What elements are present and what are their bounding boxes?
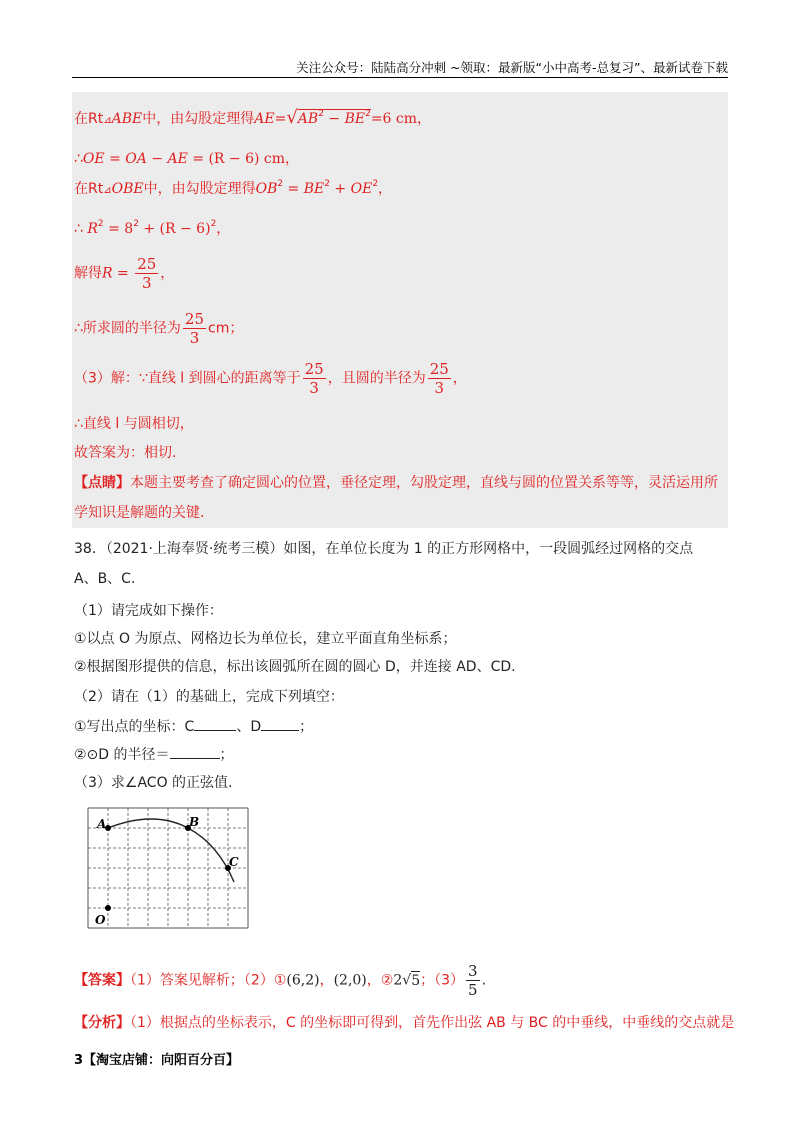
period: . [481, 972, 487, 989]
header-rule [72, 77, 728, 78]
blank-d[interactable] [261, 718, 299, 731]
solution-line-9: 故答案为：相切. [74, 445, 177, 461]
math-r-6: + (R − 6) [138, 221, 211, 237]
text: ； [299, 719, 314, 735]
sqrt-sign: √ [286, 107, 298, 128]
exp: 2 [97, 219, 104, 229]
denominator: 3 [309, 379, 319, 397]
radius-radicand: 5 [411, 972, 421, 989]
comment-tag: 【点睛】 [74, 475, 130, 491]
solution-line-7 [74, 360, 467, 397]
math-ab: AB [297, 111, 319, 127]
radius-coef: 2 [393, 972, 403, 989]
text: ②⊙D 的半径＝ [74, 747, 170, 763]
blank-c[interactable] [194, 718, 236, 731]
math-be: BE [344, 111, 366, 127]
comment-text: 本题主要考查了确定圆心的位置，垂径定理，勾股定理，直线与圆的位置关系等等，灵活运用所 [130, 475, 718, 491]
numerator: 25 [429, 360, 449, 378]
fraction-25-3 [303, 360, 326, 397]
solution-line-3 [74, 178, 392, 198]
equals: = [104, 151, 126, 167]
exp: 2 [133, 219, 139, 229]
answer-d-coord: (2,0) [333, 972, 367, 989]
math-oa-ae: OA − AE [125, 151, 188, 167]
page-footer: 3【淘宝店铺：向阳百分百】 [74, 1053, 240, 1068]
label-a: A [97, 817, 107, 831]
answer-radius: 2√5 [393, 972, 421, 989]
answer-text: ，② [366, 972, 394, 989]
answer-tag: 【答案】 [74, 972, 130, 989]
comma: ， [216, 221, 231, 237]
exp: 2 [372, 179, 379, 189]
comment-line-1 [74, 472, 718, 492]
text: 在Rt [74, 181, 104, 197]
question-part-2: （2）请在（1）的基础上，完成下列填空： [74, 689, 344, 705]
comma: ， [378, 181, 393, 197]
text: ，且圆的半径为 [327, 370, 426, 387]
solution-line-1 [74, 107, 431, 128]
triangle-name: ABE [111, 111, 143, 127]
page-header: 关注公众号：陆陆高分冲刺 ~领取：最新版“小中高考-总复习”、最新试卷下载 [296, 60, 728, 75]
question-part-1: （1）请完成如下操作： [74, 603, 223, 619]
exp: 2 [324, 179, 330, 189]
exp: 2 [277, 179, 284, 189]
analysis-line [74, 1012, 734, 1032]
grid-figure [82, 804, 252, 934]
text: 在Rt [74, 111, 104, 127]
answer-line [74, 962, 486, 999]
question-part-1a: ①以点 O 为原点、网格边长为单位长，建立平面直角坐标系； [74, 631, 457, 647]
triangle-symbol: ⊿ [103, 185, 112, 196]
math-oe: + OE [329, 181, 373, 197]
answer-text: （1）答案见解析；（2）① [130, 972, 287, 989]
numerator: 25 [304, 360, 324, 378]
unit: cm； [208, 320, 244, 337]
denominator: 5 [468, 981, 478, 999]
text: 解得 [74, 265, 102, 282]
question-part-2b [74, 744, 234, 764]
text: （3）解：∵直线 l 到圆心的距离等于 [74, 370, 301, 387]
answer-sep: ， [319, 972, 334, 989]
question-line-1: 38．（2021·上海奉贤·统考三模）如图，在单位长度为 1 的正方形网格中，一段圆弧经过网格的交点 [74, 541, 694, 557]
fraction-25-3 [135, 255, 158, 292]
analysis-text: （1）根据点的坐标表示，C 的坐标即可得到，首先作出弦 AB 与 BC 的中垂线，中垂线的交点就是 [130, 1015, 735, 1031]
solution-line-6 [74, 310, 243, 347]
math-ob: OB [255, 181, 278, 197]
equals: = [112, 265, 134, 282]
numerator: 25 [137, 255, 157, 273]
comma: ， [452, 370, 467, 387]
solution-line-8: ∴直线 l 与圆相切， [74, 416, 194, 432]
text: ； [219, 747, 234, 763]
math-be: = BE [283, 181, 325, 197]
question-part-1b: ②根据图形提供的信息，标出该圆弧所在圆的圆心 D，并连接 AD、CD. [74, 659, 516, 675]
equals: = [274, 111, 287, 127]
result: =6 cm， [370, 111, 432, 127]
text: 中，由勾股定理得 [142, 111, 255, 127]
exp: 2 [365, 109, 371, 119]
denominator: 3 [189, 329, 200, 347]
minus: − [323, 111, 345, 127]
point-o [105, 905, 111, 911]
exp: 2 [318, 109, 324, 119]
math-r-6: (R − 6) cm， [208, 151, 300, 167]
comma: ， [160, 265, 175, 282]
question-part-3: （3）求∠ACO 的正弦值. [74, 775, 233, 791]
therefore: ∴ [74, 221, 88, 237]
solution-line-4 [74, 218, 230, 238]
math-r: R [87, 221, 98, 237]
numerator: 25 [184, 310, 205, 328]
analysis-tag: 【分析】 [74, 1015, 130, 1031]
label-o: O [95, 913, 106, 927]
text: ∴所求圆的半径为 [74, 320, 181, 337]
solution-line-5 [74, 255, 174, 292]
numerator: 3 [468, 962, 478, 980]
therefore: ∴ [74, 151, 83, 167]
triangle-name: OBE [111, 181, 144, 197]
text: ①写出点的坐标：C [74, 719, 195, 735]
math-8: = 8 [103, 221, 134, 237]
equals: = [187, 151, 209, 167]
math-r: R [102, 265, 113, 282]
denominator: 3 [434, 379, 445, 397]
math-ae: AE [254, 111, 275, 127]
label-c: C [229, 855, 239, 869]
blank-radius[interactable] [170, 746, 220, 759]
label-b: B [189, 815, 200, 829]
answer-text: ；（3） [420, 972, 465, 989]
question-part-2a [74, 716, 313, 736]
exp: 2 [210, 219, 217, 229]
math-oe: OE [82, 151, 105, 167]
fraction-3-5 [466, 962, 480, 999]
arc-abc [108, 819, 234, 882]
question-line-2: A、B、C. [74, 571, 136, 587]
fraction-25-3 [183, 310, 206, 347]
denominator: 3 [141, 274, 152, 292]
answer-c-coord: (6,2) [286, 972, 320, 989]
text: 、D [236, 719, 262, 735]
solution-line-2 [74, 148, 299, 168]
text: 中，由勾股定理得 [143, 181, 256, 197]
triangle-symbol: ⊿ [103, 115, 112, 126]
comment-line-2: 学知识是解题的关键. [74, 505, 205, 521]
fraction-25-3 [428, 360, 451, 397]
